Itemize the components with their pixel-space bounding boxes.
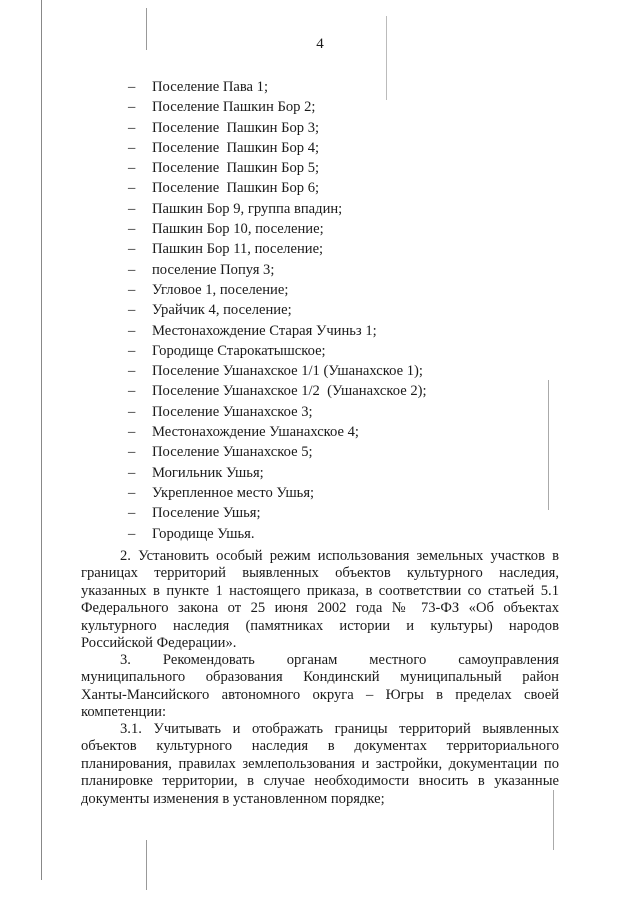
list-item	[128, 341, 427, 361]
list-item	[128, 463, 427, 483]
paragraph-line: Российской Федерации».	[81, 634, 237, 651]
list-item-text: Поселение Ушанахское 5;	[152, 444, 313, 461]
scan-line-left-3	[146, 840, 147, 890]
list-item-text: Поселение Ушанахское 1/2 (Ушанахское 2);	[152, 383, 427, 400]
list-dash: –	[128, 99, 136, 116]
list-item	[128, 219, 427, 239]
list-item	[128, 503, 427, 523]
list-item	[128, 442, 427, 462]
paragraph-line: 3. Рекомендовать органам местного самоуправления	[120, 652, 559, 668]
list-dash: –	[128, 261, 136, 278]
list-item-text: Городище Ушья.	[152, 525, 255, 542]
list-item-text: Поселение Пашкин Бор 2;	[152, 99, 316, 116]
list-item-text: Местонахождение Старая Учиньз 1;	[152, 322, 377, 339]
list-item-text: Поселение Пашкин Бор 4;	[152, 139, 320, 156]
list-item-text: Пашкин Бор 10, поселение;	[152, 221, 324, 238]
list-item	[128, 381, 427, 401]
list-item-text: Поселение Пава 1;	[152, 79, 269, 95]
list-item	[128, 138, 427, 158]
list-dash: –	[128, 302, 136, 319]
paragraph-line: муниципального образования Кондинский муниципальный район	[81, 669, 559, 686]
paragraph-3	[81, 652, 559, 722]
list-item	[128, 260, 427, 280]
list-item-text: Поселение Ушанахское 3;	[152, 403, 313, 420]
paragraph-line: планирования, правилах землепользования и застройки, документации по	[81, 755, 559, 772]
list-item-text: Поселение Пашкин Бор 3;	[152, 119, 320, 136]
list-item-text: Могильник Ушья;	[152, 464, 264, 481]
list-dash: –	[128, 484, 136, 501]
list-dash: –	[128, 180, 136, 197]
paragraph-line: культурного наследия (памятниках истории и культуры) народов	[81, 617, 559, 634]
list-dash: –	[128, 322, 136, 339]
paragraph-line: границах территорий выявленных объектов культурного наследия,	[81, 565, 559, 582]
list-dash: –	[128, 403, 136, 420]
paragraph-line: документы изменения в установленном порядке;	[81, 790, 385, 807]
paragraph-line: Ханты-Мансийского автономного округа – Югры в пределах своей	[81, 686, 559, 703]
list-dash: –	[128, 160, 136, 177]
list-item	[128, 422, 427, 442]
list-item	[128, 178, 427, 198]
paragraph-line: компетенции:	[81, 704, 167, 721]
list-item	[128, 77, 427, 97]
list-item	[128, 199, 427, 219]
list-dash: –	[128, 119, 136, 136]
list-dash: –	[128, 505, 136, 522]
list-item	[128, 524, 427, 544]
list-item	[128, 158, 427, 178]
list-item	[128, 97, 427, 117]
list-dash: –	[128, 241, 136, 258]
list-item-text: Урайчик 4, поселение;	[152, 302, 292, 319]
paragraph-line: объектов культурного наследия в документах территориального	[81, 738, 559, 755]
scan-line-right	[548, 380, 549, 510]
paragraph-2	[81, 548, 559, 652]
list-item-text: Поселение Пашкин Бор 5;	[152, 160, 320, 177]
paragraph-line: 2. Установить особый режим использования земельных участков в	[120, 548, 559, 564]
list-item	[128, 280, 427, 300]
list-dash: –	[128, 221, 136, 238]
list-item-text: Угловое 1, поселение;	[152, 281, 289, 298]
paragraph-line: указанных в пункте 1 настоящего приказа, в соответствии со статьей 5.1	[81, 582, 559, 599]
list-dash: –	[128, 464, 136, 481]
list-item-text: Поселение Ушья;	[152, 505, 261, 522]
paragraph-3-1	[81, 721, 559, 808]
list-dash: –	[128, 525, 136, 542]
paragraph-line: Федерального закона от 25 июня 2002 года № 73-ФЗ «Об объектах	[81, 600, 559, 617]
paragraph-line: планировке территории, в случае необходимости вносить в указанные	[81, 773, 559, 790]
list-item-text: Поселение Пашкин Бор 6;	[152, 180, 320, 197]
list-item-text: Местонахождение Ушанахское 4;	[152, 424, 359, 441]
list-dash: –	[128, 200, 136, 217]
list-item	[128, 483, 427, 503]
list-item	[128, 402, 427, 422]
list-item	[128, 239, 427, 259]
list-item-text: Пашкин Бор 9, группа впадин;	[152, 200, 343, 217]
page-number: 4	[316, 36, 324, 52]
list-dash: –	[128, 424, 136, 441]
paragraph-line: 3.1. Учитывать и отображать границы территорий выявленных	[120, 721, 559, 737]
site-list	[128, 77, 427, 544]
list-item	[128, 321, 427, 341]
list-item-text: Укрепленное место Ушья;	[152, 484, 315, 501]
list-dash: –	[128, 444, 136, 461]
list-dash: –	[128, 139, 136, 156]
list-item	[128, 361, 427, 381]
list-dash: –	[128, 383, 136, 400]
list-item-text: Поселение Ушанахское 1/1 (Ушанахское 1);	[152, 363, 423, 380]
list-item	[128, 300, 427, 320]
list-item-text: поселение Попуя 3;	[152, 261, 275, 278]
list-item	[128, 118, 427, 138]
list-item-text: Городище Старокатышское;	[152, 342, 326, 359]
list-dash: –	[128, 79, 136, 95]
list-item-text: Пашкин Бор 11, поселение;	[152, 241, 324, 258]
scan-line-left	[41, 0, 42, 880]
list-dash: –	[128, 363, 136, 380]
list-dash: –	[128, 281, 136, 298]
list-dash: –	[128, 342, 136, 359]
